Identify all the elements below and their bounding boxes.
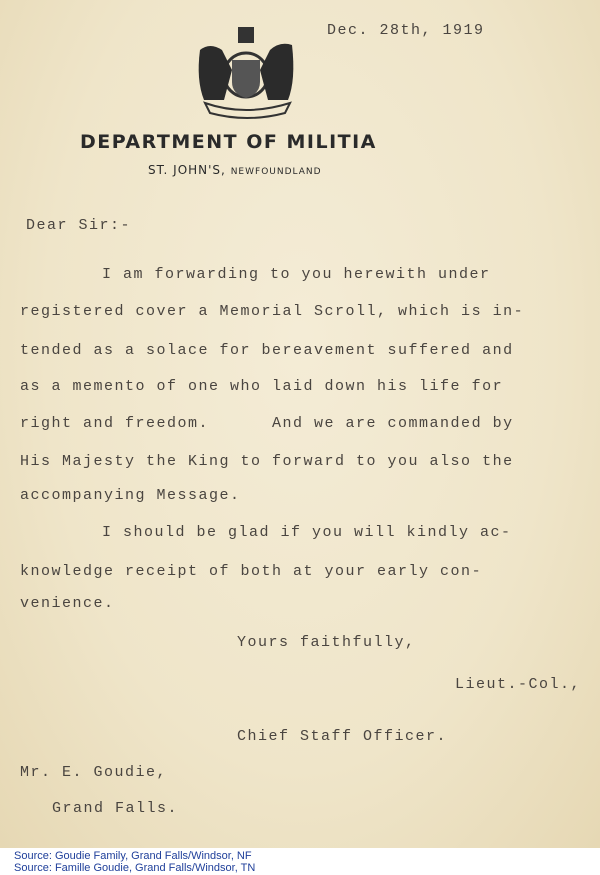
signer-rank: Lieut.-Col., (455, 676, 582, 693)
body-line: tended as a solace for bereavement suffered and (20, 342, 514, 359)
recipient-place: Grand Falls. (52, 800, 179, 817)
letterhead-location (148, 163, 322, 177)
body-line: venience. (20, 595, 115, 612)
letterhead-province: NEWFOUNDLAND (230, 167, 322, 177)
salutation: Dear Sir:- (26, 217, 132, 234)
body-line: I should be glad if you will kindly ac- (102, 524, 512, 541)
body-line: as a memento of one who laid down his life for (20, 378, 504, 395)
source-credit-en: Source: Goudie Family, Grand Falls/Windsor, NF (14, 850, 252, 862)
body-line: right and freedom. And we are commanded by (20, 415, 514, 432)
body-line: accompanying Message. (20, 487, 241, 504)
letterhead-department: DEPARTMENT OF MILITIA (80, 131, 377, 153)
body-line: His Majesty the King to forward to you also the (20, 453, 514, 470)
source-credit-fr: Source: Famille Goudie, Grand Falls/Windsor, TN (14, 862, 256, 874)
body-line: I am forwarding to you herewith under (102, 266, 491, 283)
letter-date: Dec. 28th, 1919 (327, 22, 485, 39)
signer-title: Chief Staff Officer. (237, 728, 448, 745)
letterhead-city: ST. JOHN'S, (148, 163, 226, 177)
recipient-name: Mr. E. Goudie, (20, 764, 168, 781)
royal-coat-of-arms-icon (190, 25, 305, 125)
body-line: knowledge receipt of both at your early con- (20, 563, 483, 580)
closing: Yours faithfully, (237, 634, 416, 651)
body-line: registered cover a Memorial Scroll, which is in- (20, 303, 525, 320)
